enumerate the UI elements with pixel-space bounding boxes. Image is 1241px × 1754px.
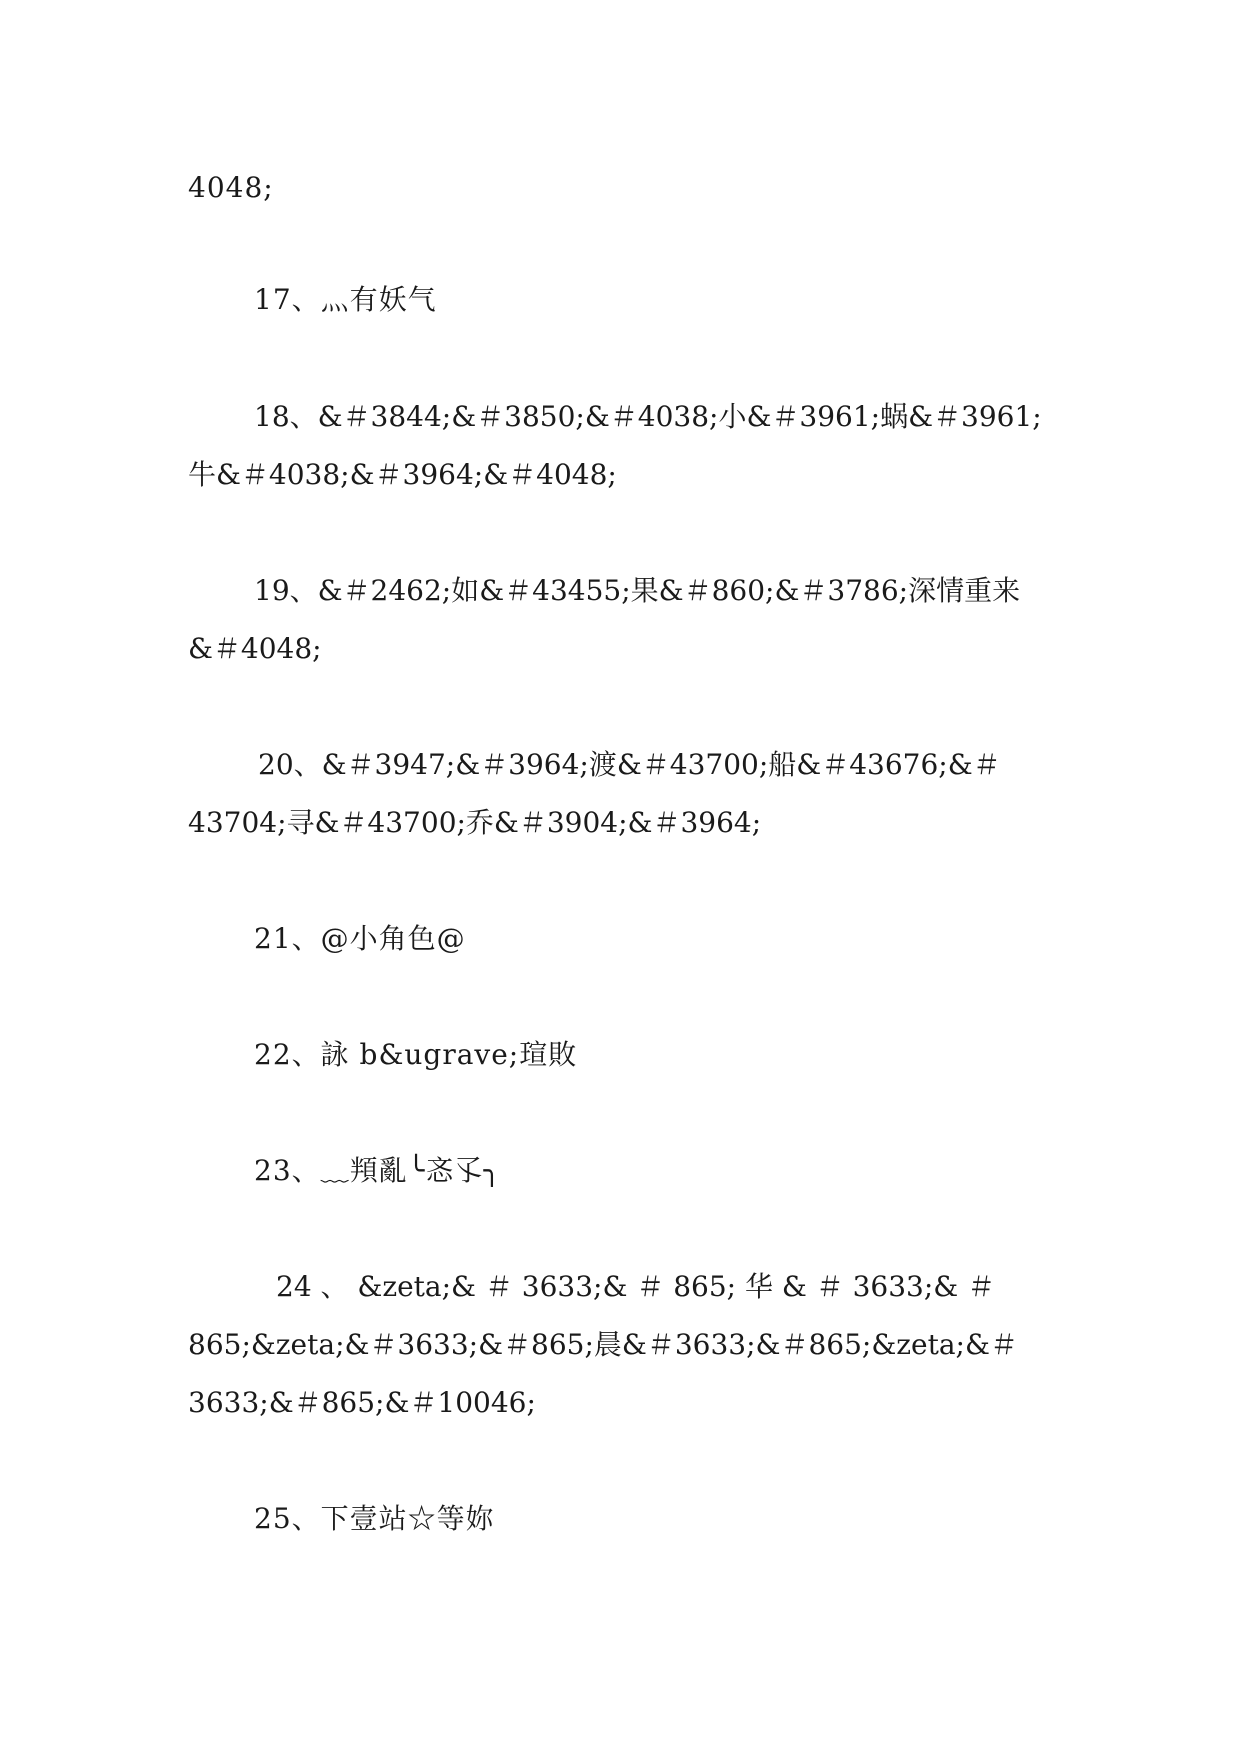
entry-18-line-1: 18、&＃3844;&＃3850;&＃4038;小&＃3961;蜗&＃3961;: [254, 400, 1042, 433]
entry-24-line-1: 24 、 &zeta;& ＃ 3633;& ＃ 865; 华 & ＃ 3633;& ＃: [276, 1270, 996, 1303]
entry-16-continuation: 4048;: [188, 171, 274, 204]
entry-25: 25、下壹站☆等妳: [254, 1502, 495, 1535]
entry-17: 17、灬有妖气: [254, 283, 437, 316]
entry-20-line-2: 43704;寻&＃43700;乔&＃3904;&＃3964;: [188, 806, 762, 839]
entry-19-line-2: &＃4048;: [188, 632, 322, 665]
entry-19-line-1: 19、&＃2462;如&＃43455;果&＃860;&＃3786;深情重来: [254, 574, 1021, 607]
entry-23: 23、﹏頖亂╰忞孓╮: [254, 1154, 502, 1187]
entry-24-line-3: 3633;&＃865;&＃10046;: [188, 1386, 536, 1419]
entry-21: 21、@小角色@: [254, 922, 466, 955]
entry-18-line-2: 牛&＃4038;&＃3964;&＃4048;: [188, 458, 617, 491]
entry-20-line-1: 20、&＃3947;&＃3964;渡&＃43700;船&＃43676;&＃: [258, 748, 1001, 781]
entry-24-line-2: 865;&zeta;&＃3633;&＃865;晨&＃3633;&＃865;&zeta;&＃: [188, 1328, 1018, 1361]
entry-22: 22、詠 b&ugrave;瑄敗: [254, 1038, 578, 1071]
